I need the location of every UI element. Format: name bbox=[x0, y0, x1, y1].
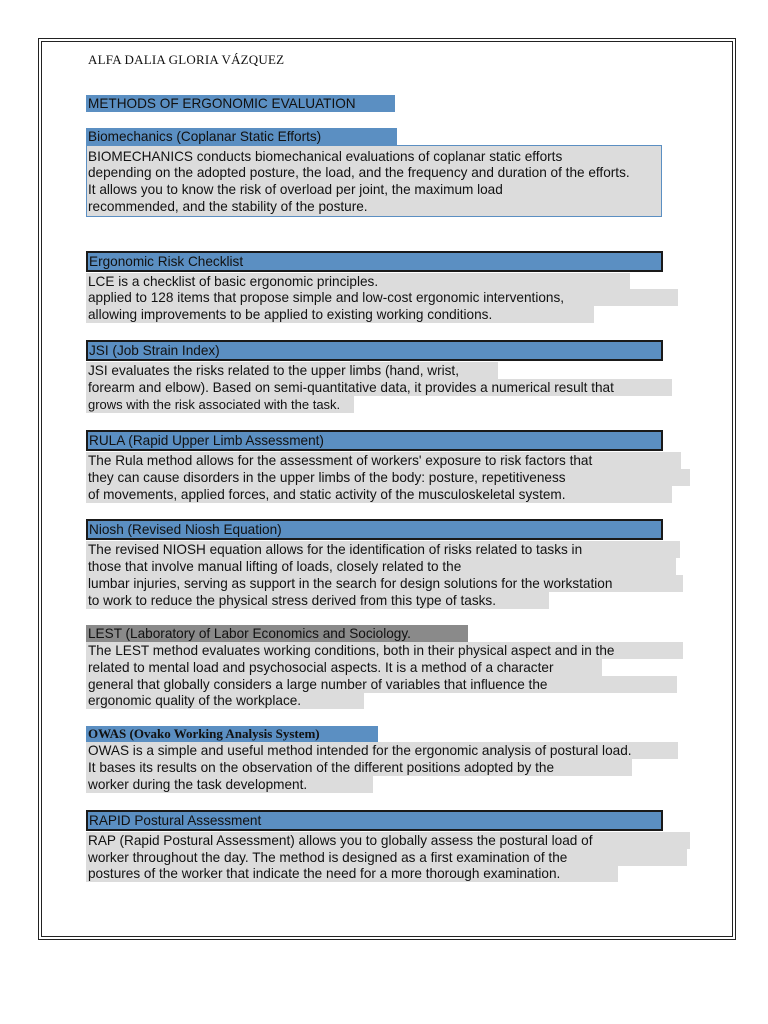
section-heading-jsi: JSI (Job Strain Index) bbox=[86, 340, 663, 361]
owas-line-2: It bases its results on the observation of the different positions adopted by the bbox=[88, 760, 555, 775]
biomechanics-line-2: depending on the adopted posture, the load, and the frequency and duration of the efforts. bbox=[88, 165, 630, 180]
section-heading-biomechanics: Biomechanics (Coplanar Static Efforts) bbox=[86, 128, 397, 145]
owas-line-1: OWAS is a simple and useful method intended for the ergonomic analysis of postural load. bbox=[88, 743, 632, 758]
lest-line-2: related to mental load and psychosocial aspects. It is a method of a character bbox=[88, 660, 554, 675]
rula-line-2: they can cause disorders in the upper limbs of the body: posture, repetitiveness bbox=[88, 470, 566, 485]
checklist-line-1: LCE is a checklist of basic ergonomic principles. bbox=[88, 274, 379, 289]
rapid-line-1: RAP (Rapid Postural Assessment) allows you to globally assess the postural load of bbox=[88, 833, 593, 848]
checklist-line-3: allowing improvements to be applied to existing working conditions. bbox=[88, 307, 493, 322]
rapid-line-3: postures of the worker that indicate the need for a more thorough examination. bbox=[88, 866, 561, 881]
rula-line-1: The Rula method allows for the assessment of workers' exposure to risk factors that bbox=[88, 453, 593, 468]
biomechanics-line-1: BIOMECHANICS conducts biomechanical evaluations of coplanar static efforts bbox=[88, 149, 563, 164]
section-heading-rapid: RAPID Postural Assessment bbox=[86, 810, 663, 831]
biomechanics-line-3: It allows you to know the risk of overload per joint, the maximum load bbox=[88, 182, 503, 197]
jsi-line-1: JSI evaluates the risks related to the upper limbs (hand, wrist, bbox=[88, 363, 459, 378]
section-heading-lest: LEST (Laboratory of Labor Economics and Sociology. bbox=[86, 625, 468, 642]
biomechanics-line-4: recommended, and the stability of the posture. bbox=[88, 199, 368, 214]
lest-line-4: ergonomic quality of the workplace. bbox=[88, 693, 302, 708]
author-name: ALFA DALIA GLORIA VÁZQUEZ bbox=[88, 52, 285, 67]
main-title: METHODS OF ERGONOMIC EVALUATION bbox=[86, 95, 395, 112]
rula-line-3: of movements, applied forces, and static activity of the musculoskeletal system. bbox=[88, 487, 566, 502]
jsi-line-3: grows with the risk associated with the task. bbox=[88, 397, 341, 412]
section-heading-checklist: Ergonomic Risk Checklist bbox=[86, 251, 663, 272]
niosh-line-2: those that involve manual lifting of loads, closely related to the bbox=[88, 559, 462, 574]
jsi-line-2: forearm and elbow). Based on semi-quantitative data, it provides a numerical result that bbox=[88, 380, 614, 395]
lest-line-1: The LEST method evaluates working conditions, both in their physical aspect and in the bbox=[88, 643, 615, 658]
niosh-line-3: lumbar injuries, serving as support in the search for design solutions for the workstation bbox=[88, 576, 613, 591]
section-heading-rula: RULA (Rapid Upper Limb Assessment) bbox=[86, 430, 663, 451]
lest-line-3: general that globally considers a large number of variables that influence the bbox=[88, 677, 548, 692]
niosh-line-1: The revised NIOSH equation allows for the identification of risks related to tasks in bbox=[88, 542, 583, 557]
niosh-line-4: to work to reduce the physical stress derived from this type of tasks. bbox=[88, 593, 496, 608]
section-heading-owas: OWAS (Ovako Working Analysis System) bbox=[86, 726, 378, 742]
checklist-line-2: applied to 128 items that propose simple and low-cost ergonomic interventions, bbox=[88, 290, 565, 305]
owas-line-3: worker during the task development. bbox=[88, 777, 308, 792]
section-heading-niosh: Niosh (Revised Niosh Equation) bbox=[86, 519, 663, 540]
rapid-line-2: worker throughout the day. The method is designed as a first examination of the bbox=[88, 850, 568, 865]
